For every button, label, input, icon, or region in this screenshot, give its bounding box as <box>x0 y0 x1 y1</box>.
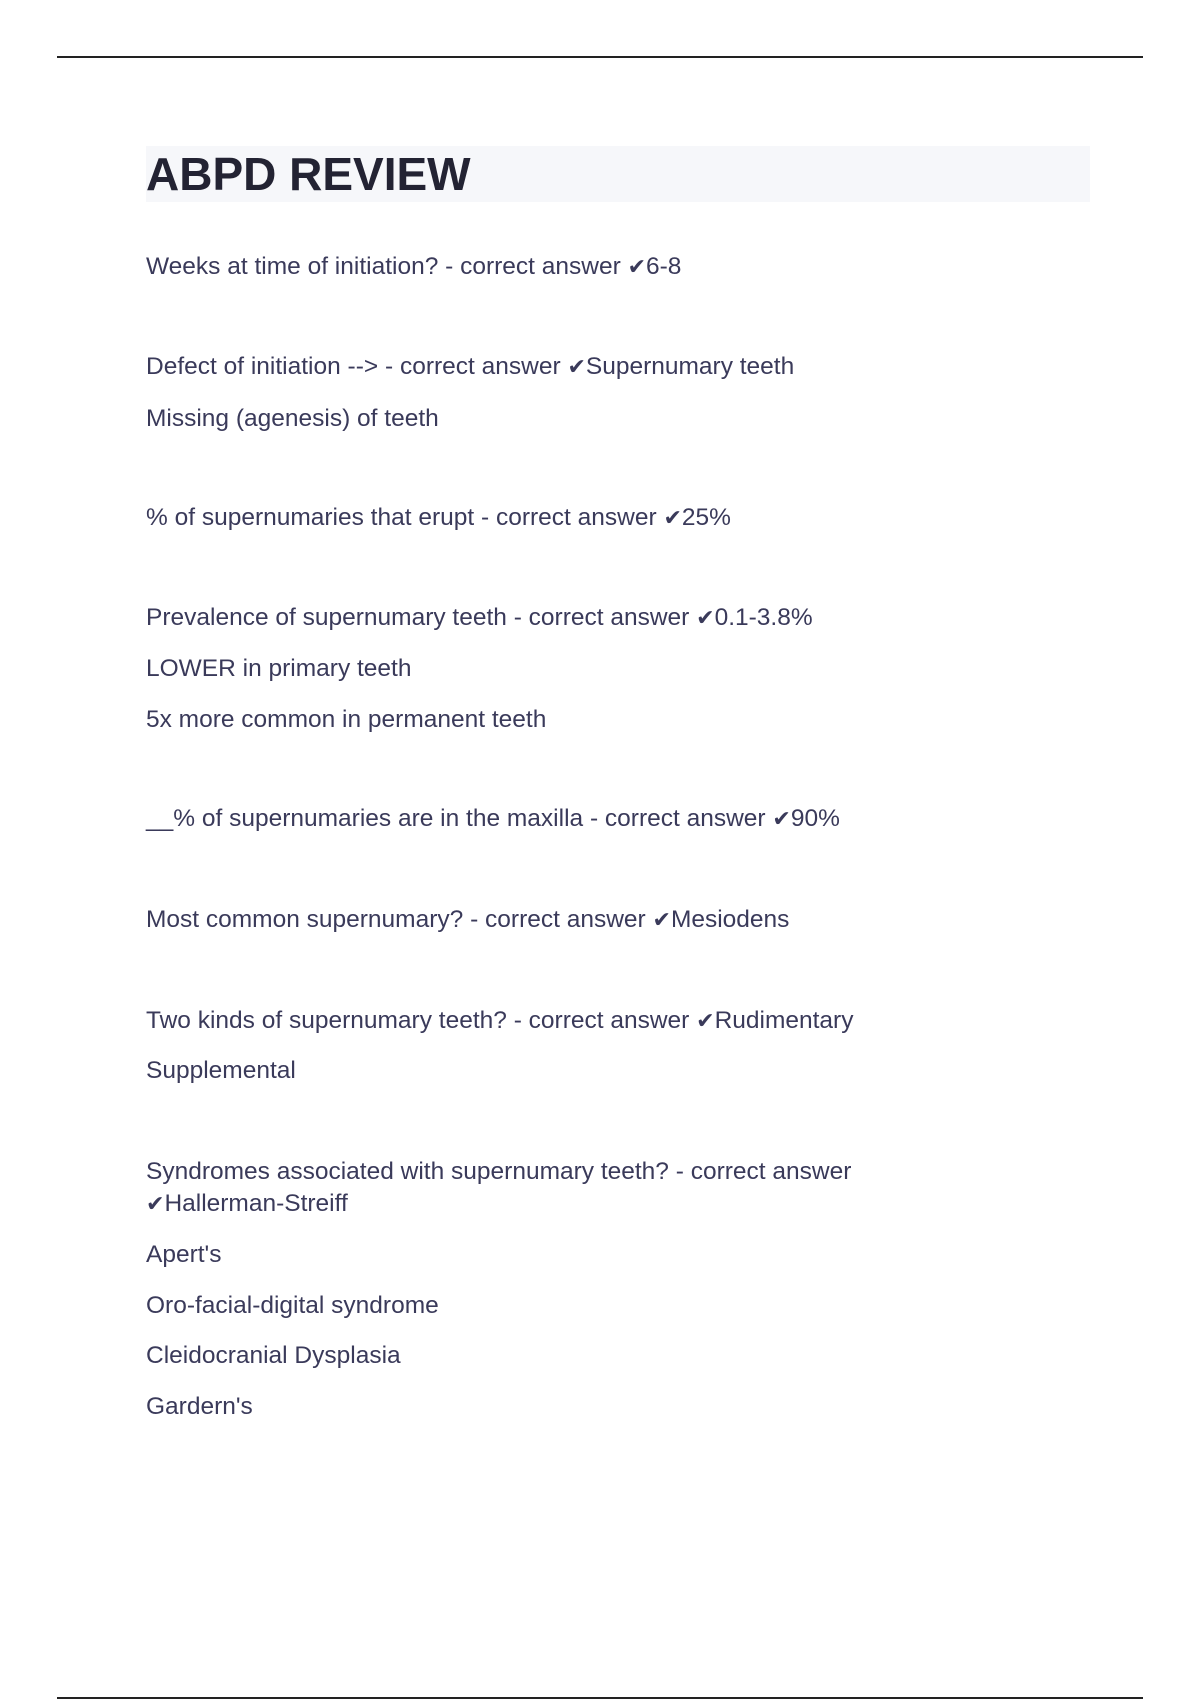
qa-item-8-answer <box>146 1189 1066 1220</box>
answer-continuation: Oro-facial-digital syndrome <box>146 1292 439 1319</box>
bottom-rule <box>57 1697 1143 1699</box>
question-text: Most common supernumary? <box>146 906 464 933</box>
answer-continuation: LOWER in primary teeth <box>146 655 412 682</box>
qa-item-8 <box>146 1157 1066 1187</box>
qa-item-3 <box>146 503 1066 534</box>
qa-item-7 <box>146 1006 1066 1037</box>
answer-continuation: Supplemental <box>146 1057 296 1084</box>
answer-label: - correct answer <box>463 906 653 933</box>
checkmark-icon: ✔ <box>627 255 647 280</box>
question-text: Weeks at time of initiation? <box>146 253 439 280</box>
checkmark-icon: ✔ <box>567 355 586 380</box>
answer-label: - correct answer <box>506 1007 697 1034</box>
answer-label: - correct answer <box>378 353 568 380</box>
question-text: Defect of initiation --> <box>146 353 379 380</box>
answer-text: Mesiodens <box>670 906 790 933</box>
checkmark-icon: ✔ <box>663 506 682 531</box>
checkmark-icon: ✔ <box>696 606 715 631</box>
qa-item-6 <box>146 905 1066 936</box>
answer-continuation: Apert's <box>146 1241 222 1268</box>
qa-item-2 <box>146 352 1066 383</box>
answer-text: 6-8 <box>646 253 682 280</box>
answer-continuation: Missing (agenesis) of teeth <box>146 405 439 432</box>
answer-text: Rudimentary <box>714 1007 854 1034</box>
answer-text: Supernumary teeth <box>585 353 795 380</box>
question-text: __% of supernumaries are in the maxilla <box>146 805 584 832</box>
checkmark-icon: ✔ <box>696 1009 715 1034</box>
answer-text: 25% <box>681 504 731 531</box>
answer-continuation: 5x more common in permanent teeth <box>146 706 547 733</box>
answer-label: - correct answer <box>438 253 628 280</box>
answer-text: 0.1-3.8% <box>714 604 813 631</box>
answer-text: 90% <box>790 805 840 832</box>
answer-label: - correct answer <box>474 504 664 531</box>
question-text: Prevalence of supernumary teeth <box>146 604 507 631</box>
question-text: Two kinds of supernumary teeth? <box>146 1007 507 1034</box>
checkmark-icon: ✔ <box>146 1192 165 1217</box>
question-text: % of supernumaries that erupt <box>146 504 475 531</box>
answer-label: - correct answer <box>506 604 697 631</box>
qa-item-1 <box>146 252 1066 283</box>
qa-item-5 <box>146 804 1066 835</box>
answer-label: - correct answer <box>668 1158 852 1185</box>
answer-continuation: Gardern's <box>146 1393 253 1420</box>
question-text: Syndromes associated with supernumary teeth? <box>146 1158 669 1185</box>
checkmark-icon: ✔ <box>652 908 671 933</box>
qa-item-4 <box>146 603 1066 634</box>
top-rule <box>57 56 1143 58</box>
checkmark-icon: ✔ <box>772 807 791 832</box>
answer-label: - correct answer <box>583 805 773 832</box>
answer-text: Hallerman-Streiff <box>164 1190 348 1217</box>
page-title: ABPD REVIEW <box>146 148 471 200</box>
answer-continuation: Cleidocranial Dysplasia <box>146 1342 401 1369</box>
